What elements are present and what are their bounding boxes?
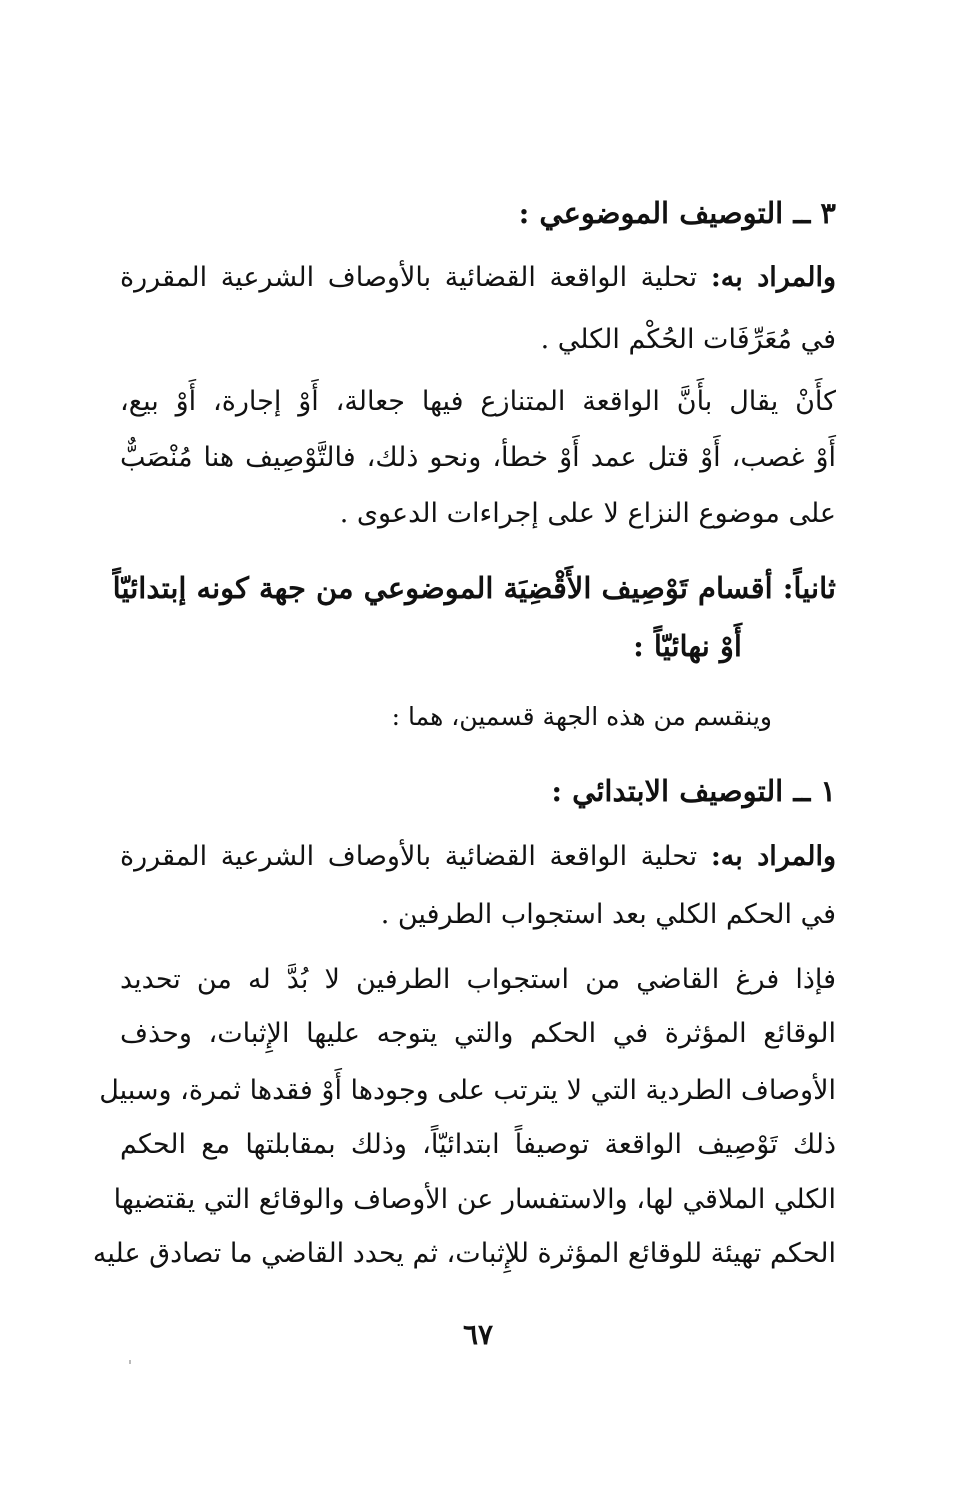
- paragraph-text-line: في الحكم الكلي بعد استجواب الطرفين .: [380, 899, 836, 930]
- paragraph-text-line: فإذا فرغ القاضي من استجواب الطرفين لا بُدَّ له من تحديد: [120, 964, 836, 995]
- paragraph-text-line: كأَنْ يقال بأَنَّ الواقعة المتنازع فيها جعالة، أَوْ إجارة، أَوْ بيع،: [120, 386, 836, 417]
- section-heading-objective-description: ٣ ــ التوصيف الموضوعي :: [518, 196, 836, 230]
- page-number: ٦٧: [462, 1318, 494, 1351]
- definition-text: تحلية الواقعة القضائية بالأوصاف الشرعية المقررة: [120, 262, 711, 293]
- paragraph-definition-line: [120, 843, 836, 870]
- paragraph-text-line: في مُعَرِّفَات الحُكْم الكلي .: [540, 324, 836, 355]
- paragraph-definition-line: [120, 264, 836, 291]
- subsection-heading-initial-description: ١ ــ التوصيف الابتدائي :: [551, 774, 836, 808]
- intro-text-line: وينقسم من هذه الجهة قسمين، هما :: [391, 702, 772, 731]
- definition-label: والمراد به:: [710, 262, 837, 293]
- paragraph-text-line: على موضوع النزاع لا على إجراءات الدعوى .: [339, 498, 836, 529]
- paragraph-text-line: الكلي الملاقي لها، والاستفسار عن الأوصاف والوقائع التي يقتضيها: [113, 1184, 836, 1215]
- paragraph-text-line: أَوْ غصب، أَوْ قتل عمد أَوْ خطأ، ونحو ذلك، فالتَّوْصِيف هنا مُنْصَبٌّ: [120, 442, 836, 473]
- definition-text: تحلية الواقعة القضائية بالأوصاف الشرعية المقررة: [120, 841, 711, 872]
- definition-label: والمراد به:: [710, 841, 837, 872]
- section-heading-divisions-continued: أَوْ نهائيّاً :: [633, 629, 742, 663]
- paragraph-text-line: الحكم تهيئة للوقائع المؤثرة للإِثبات، ثم يحدد القاضي ما تصادق عليه: [92, 1238, 836, 1269]
- section-heading-divisions: ثانياً: أقسام تَوْصِيف الأَقْضِيَة الموضوعي من جهة كونه إبتدائيّاً: [112, 571, 836, 605]
- scan-speck: [129, 1360, 131, 1364]
- paragraph-text-line: الأوصاف الطردية التي لا يترتب على وجودها أَوْ فقدها ثمرة، وسبيل: [99, 1075, 836, 1106]
- paragraph-text-line: الوقائع المؤثرة في الحكم والتي يتوجه عليها الإِثبات، وحذف: [120, 1018, 836, 1049]
- paragraph-text-line: ذلك تَوْصِيف الواقعة توصيفاً ابتدائيّاً، وذلك بمقابلتها مع الحكم: [120, 1129, 836, 1160]
